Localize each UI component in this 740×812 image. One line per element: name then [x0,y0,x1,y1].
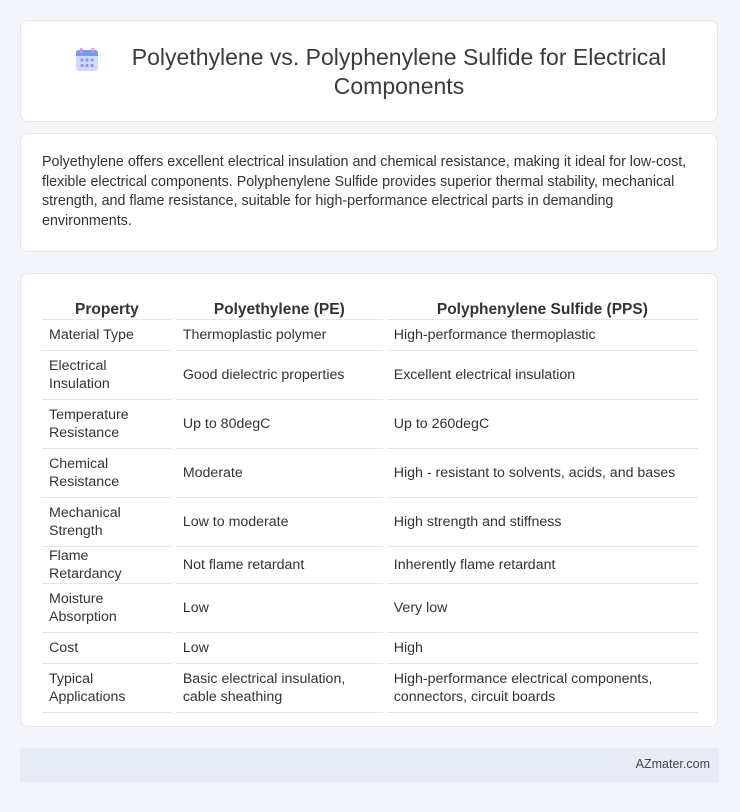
summary-card [20,133,718,252]
row-property: Cost [42,633,174,664]
row-pps-value: High strength and stiffness [385,498,698,547]
table-row [42,633,698,664]
row-property: Material Type [42,320,174,351]
calendar-grid-icon [74,47,100,73]
row-pe-value: Basic electrical insulation, cable sheathing [174,664,385,713]
table-row [42,547,698,584]
row-pps-value: Excellent electrical insulation [385,351,698,400]
table-row [42,498,698,547]
row-pe-value: Low [174,584,385,633]
table-row [42,664,698,713]
footer-brand-link[interactable]: AZmater.com [635,757,710,771]
row-pps-value: High-performance thermoplastic [385,320,698,351]
comparison-card [20,273,718,727]
table-row [42,584,698,633]
row-pe-value: Up to 80degC [174,400,385,449]
row-pps-value: High - resistant to solvents, acids, and bases [385,449,698,498]
row-pe-value: Low [174,633,385,664]
title-wrap [21,43,717,101]
row-property: Temperature Resistance [42,400,174,449]
table-row [42,320,698,351]
table-row [42,449,698,498]
row-property: Mechanical Strength [42,498,174,547]
table-row [42,351,698,400]
row-pps-value: Up to 260degC [385,400,698,449]
row-pe-value: Low to moderate [174,498,385,547]
row-pps-value: Very low [385,584,698,633]
title-card [20,20,718,122]
row-pe-value: Not flame retardant [174,547,385,584]
page-title: Polyethylene vs. Polyphenylene Sulfide for Electrical Components [131,44,667,99]
row-pps-value: High-performance electrical components, connectors, circuit boards [385,664,698,713]
row-property: Chemical Resistance [42,449,174,498]
table-header-row [42,294,698,320]
row-pe-value: Moderate [174,449,385,498]
row-property: Flame Retardancy [42,547,174,584]
row-pe-value: Good dielectric properties [174,351,385,400]
header-property: Property [75,301,139,318]
summary-text: Polyethylene offers excellent electrical insulation and chemical resistance, making it ideal for low-cost, flexible electrical components. Polyphenylene Sulfide provides superior thermal stability, mechanical strength, and flame resistance, suitable for high-performance electrical parts in demanding environments. [42,154,687,229]
footer-bar [20,748,719,782]
row-property: Moisture Absorption [42,584,174,633]
row-pps-value: High [385,633,698,664]
row-pe-value: Thermoplastic polymer [174,320,385,351]
table-row [42,400,698,449]
row-pps-value: Inherently flame retardant [385,547,698,584]
header-pe: Polyethylene (PE) [174,294,385,320]
comparison-table [42,294,698,713]
row-property: Typical Applications [42,664,174,713]
row-property: Electrical Insulation [42,351,174,400]
header-pps: Polyphenylene Sulfide (PPS) [385,294,698,320]
